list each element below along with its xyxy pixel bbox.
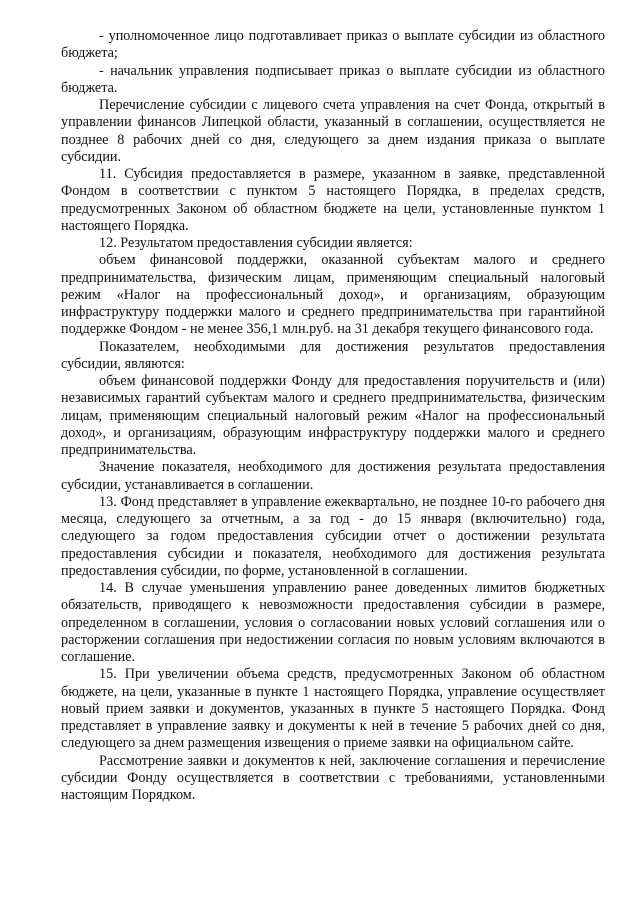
paragraph-dash-prepare-order: - уполномоченное лицо подготавливает приказ о выплате субсидии из областного бюджета; — [61, 28, 605, 62]
paragraph-indicator-heading: Показателем, необходимыми для достижения результатов предоставления субсидии, являются: — [61, 338, 605, 372]
paragraph-item-14: 14. В случае уменьшения управлению ранее доведенных лимитов бюджетных обязательств, приводящего к невозможности предоставления субсидии в размере, определенном в соглашении, условия о согласовании новых условий соглашения или о расторжении соглашения при недостижении согласия по новым условиям включаются в соглашение. — [61, 580, 605, 665]
paragraph-dash-sign-order: - начальник управления подписывает приказ о выплате субсидии из областного бюджета. — [61, 62, 605, 96]
paragraph-item-11: 11. Субсидия предоставляется в размере, указанном в заявке, представленной Фондом в соответствии с пунктом 5 настоящего Порядка, в пределах средств, предусмотренных Законом об областном бюджете на цели, установленные пунктом 1 настоящего Порядка. — [61, 166, 605, 234]
paragraph-item-12: 12. Результатом предоставления субсидии является: — [99, 235, 413, 251]
paragraph-transfer-subsidy: Перечисление субсидии с лицевого счета управления на счет Фонда, открытый в управлении финансов Липецкой области, указанный в соглашении, осуществляется не позднее 8 рабочих дней со дня, следующего за днем издания приказа о выплате субсидии. — [61, 97, 605, 165]
paragraph-indicator-value: Значение показателя, необходимого для достижения результата предоставления субсидии, устанавливается в соглашении. — [61, 459, 605, 493]
paragraph-item-13: 13. Фонд представляет в управление ежеквартально, не позднее 10-го рабочего дня месяца, следующего за отчетным, а за год - до 15 января (включительно) года, следующего за годом предоставления субсидии отчет о достижении результата предоставления субсидии и показателя, необходимого для достижения результата предоставления субсидии, по форме, установленной в соглашении. — [61, 493, 605, 579]
paragraph-item-15: 15. При увеличении объема средств, предусмотренных Законом об областном бюджете, на цели, указанные в пункте 1 настоящего Порядка, управление осуществляет новый прием заявки и документов, указанных в пункте 5 настоящего Порядка. Фонд представляет в управление заявку и документы к ней в течение 5 рабочих дней со дня, следующего за днем размещения извещения о приеме заявки на официальном сайте. — [61, 666, 605, 752]
document-page — [61, 28, 605, 804]
paragraph-review-application: Рассмотрение заявки и документов к ней, заключение соглашения и перечисление субсидии Фонду осуществляется в соответствии с требованиями, установленными настоящим Порядком. — [61, 752, 605, 803]
paragraph-result-volume: объем финансовой поддержки, оказанной субъектам малого и среднего предпринимательства, физическим лицам, применяющим специальный налоговый режим «Налог на профессиональный доход», и организациям, образующим инфраструктуру поддержки малого и среднего предпринимательства при гарантийной поддержке Фондом - не менее 356,1 млн.руб. на 31 декабря текущего финансового года. — [61, 252, 605, 338]
paragraph-indicator-volume: объем финансовой поддержки Фонду для предоставления поручительств и (или) независимых гарантий субъектам малого и среднего предпринимательства, физическим лицам, применяющим специальный налоговый режим «Налог на профессиональный доход», и организациям, образующим инфраструктуру поддержки малого и среднего предпринимательства. — [61, 373, 605, 458]
